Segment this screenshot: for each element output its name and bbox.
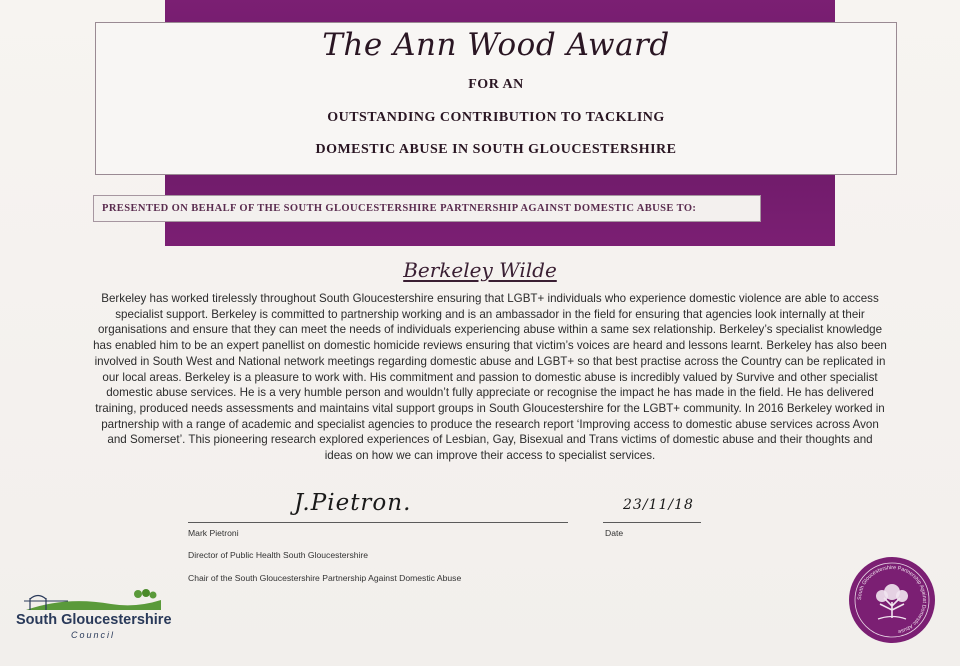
council-landscape-icon [16, 588, 188, 614]
citation-text: Berkeley has worked tirelessly throughout South Gloucestershire ensuring that LGBT+ individuals who experience domestic violence are able to access specialist support. Berkeley is committed to partnership working and is an ambassador in the field for ensuring that agencies look internally at their organisations and ensure that they can meet the needs of individuals experiencing abuse within a same sex relationship. Berkeley’s specialist knowledge has enabled him to be an expert panellist on domestic homicide reviews ensuring that victim’s voices are heard and lessons learnt. Berkeley has also been involved in South West and National network meetings regarding domestic abuse and LGBT+ so that best practise across the Country can be replicated in our local areas. Berkeley is a pleasure to work with. His commitment and passion to domestic abuse is incredibly valued by Survive and other specialist domestic abuse services. He is a very humble person and wouldn’t fully appreciate or recognise the impact he has made in the field. He has delivered training, produced needs assessments and maintains vital support groups in South Gloucestershire for the LGBT+ community. In 2016 Berkeley worked in partnership with a range of academic and specialist agencies to produce the research report ‘Improving access to domestic abuse services across Avon and Somerset’. This pioneering research explored experiences of Lesbian, Gay, Bisexual and Trans victims of domestic abuse and their thoughts and ideas on how we can improve their access to specialist services. [93, 292, 887, 463]
date-line [603, 522, 701, 523]
signature-line [188, 522, 568, 523]
recipient [0, 258, 960, 282]
signatory-role-1: Director of Public Health South Gloucestershire [188, 550, 369, 560]
signatory-role-2: Chair of the South Gloucestershire Partnership Against Domestic Abuse [188, 573, 462, 583]
signatory-name: Mark Pietroni [188, 528, 239, 538]
presented-on-behalf: PRESENTED ON BEHALF OF THE SOUTH GLOUCESTERSHIRE PARTNERSHIP AGAINST DOMESTIC ABUSE TO: [93, 195, 761, 222]
council-logo [16, 588, 188, 648]
svg-text:South Gloucestershire Partners: South Gloucestershire Partnership Against Domestic Abuse [856, 564, 928, 635]
partnership-seal [848, 556, 936, 644]
subtitle-contribution: OUTSTANDING CONTRIBUTION TO TACKLING [327, 110, 665, 125]
subtitle-domestic-abuse: DOMESTIC ABUSE IN SOUTH GLOUCESTERSHIRE [315, 142, 677, 157]
award-title: The Ann Wood Award [322, 27, 670, 63]
signature-handwritten: J.Pietron. [294, 490, 412, 516]
council-sub: Council [71, 630, 116, 640]
date-handwritten: 23/11/18 [623, 497, 694, 513]
date-label: Date [605, 528, 624, 538]
recipient-name: Berkeley Wilde [403, 258, 557, 282]
partnership-seal-icon [848, 556, 936, 644]
subtitle-for-an: FOR AN [468, 77, 524, 92]
title-box [95, 22, 897, 175]
council-name: South Gloucestershire [16, 612, 172, 628]
